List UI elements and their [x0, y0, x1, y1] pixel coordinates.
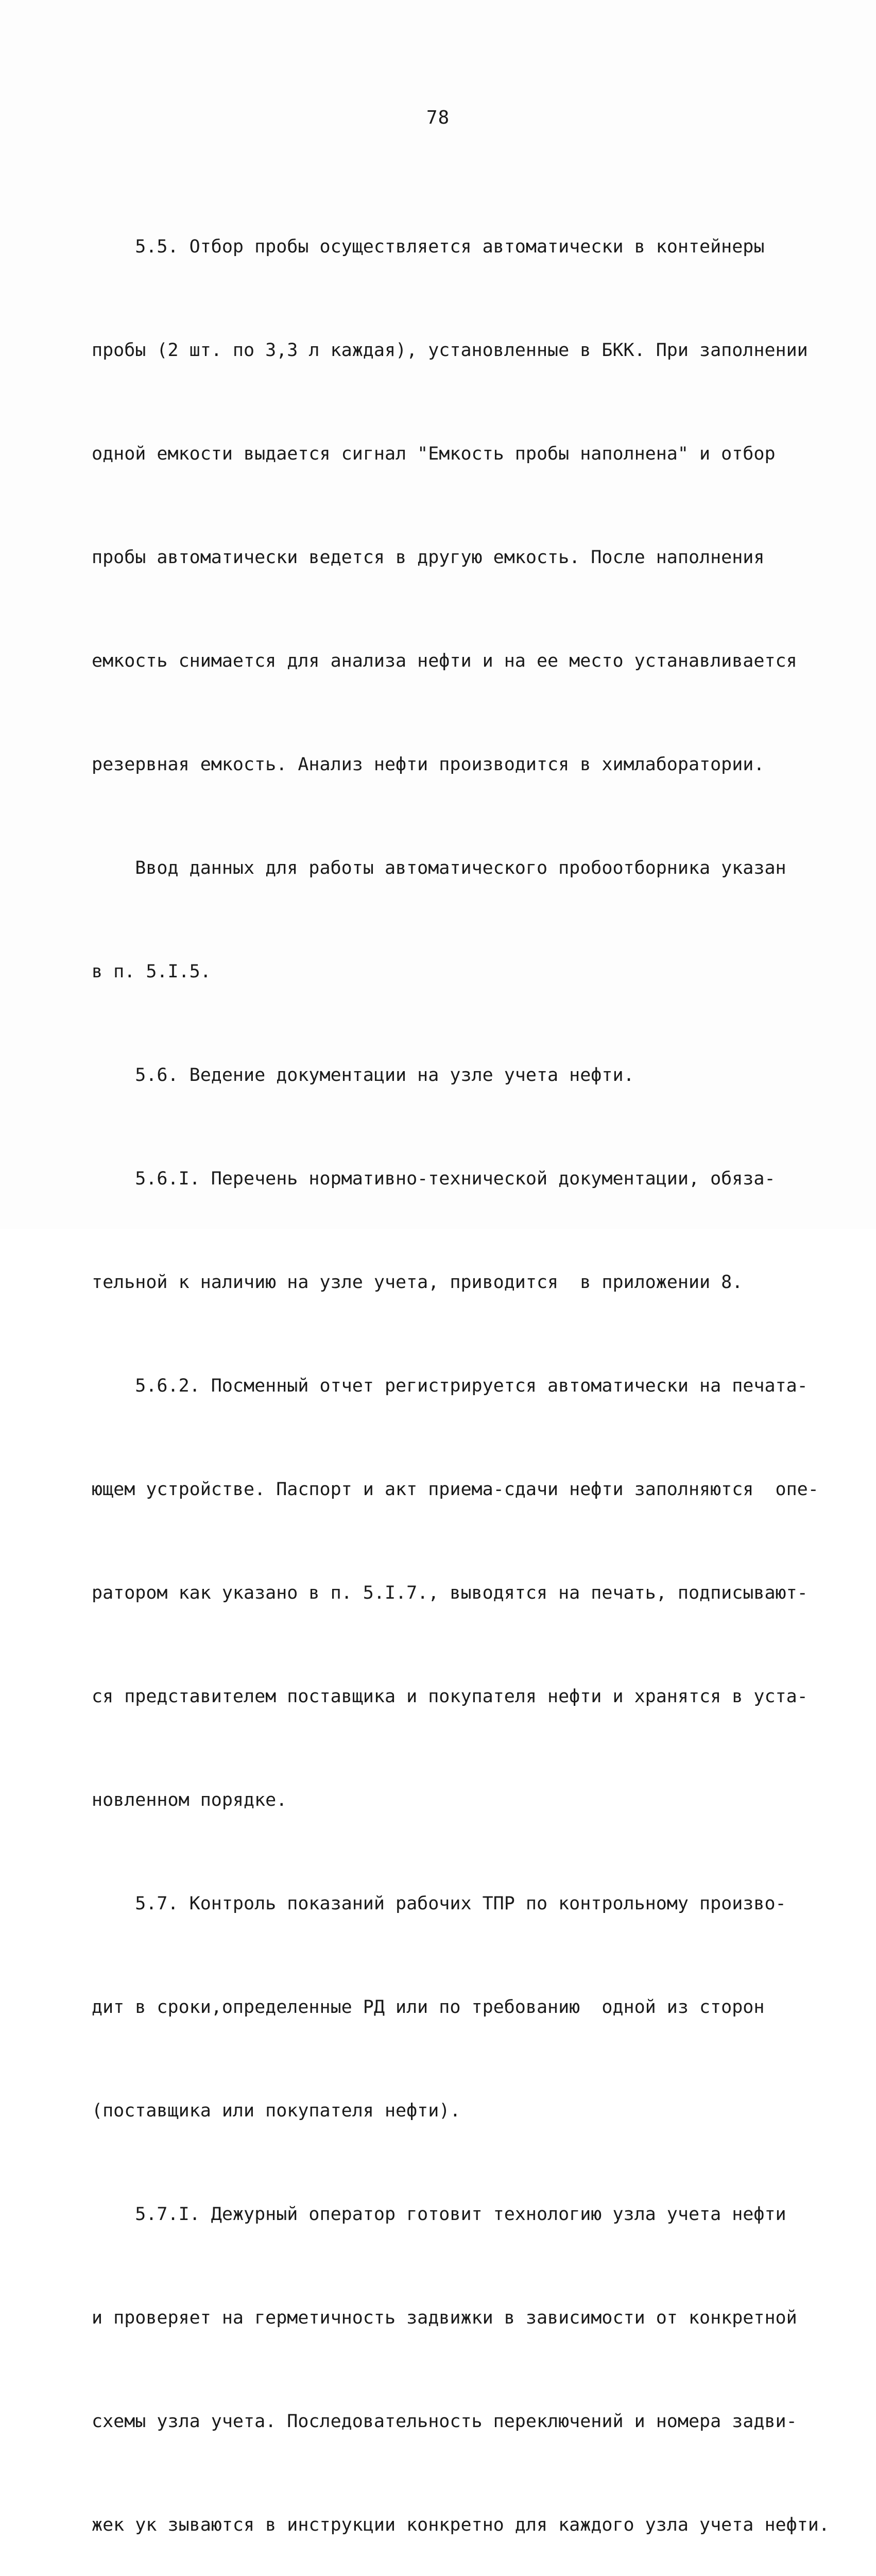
text-line: тельной к наличию на узле учета, приводится в приложении 8. — [92, 1272, 743, 1293]
text-line: новленном порядке. — [92, 1790, 287, 1810]
text-line: ющем устройстве. Паспорт и акт приема-сдачи нефти заполняются опе- — [92, 1479, 819, 1500]
text-line: пробы автоматически ведется в другую емкость. После наполнения — [92, 547, 765, 568]
text-line: жек ук зываются в инструкции конкретно для каждого узла учета нефти. — [92, 2515, 830, 2535]
text-line: схемы узла учета. Последовательность переключений и номера задви- — [92, 2411, 797, 2432]
text-line: 5.7.I. Дежурный оператор готовит технологию узла учета нефти — [92, 2204, 786, 2225]
page-number: 78 — [426, 107, 450, 128]
text-line: резервная емкость. Анализ нефти производится в химлаборатории. — [92, 754, 765, 775]
text-line: (поставщика или покупателя нефти). — [92, 2100, 461, 2121]
text-line: и проверяет на герметичность задвижки в зависимости от конкретной — [92, 2308, 797, 2328]
text-line: одной емкости выдается сигнал "Емкость пробы наполнена" и отбор — [92, 444, 776, 464]
body-text — [92, 161, 830, 2576]
text-line: Ввод данных для работы автоматического пробоотборника указан — [92, 858, 786, 878]
text-line: 5.5. Отбор пробы осуществляется автоматически в контейнеры — [92, 236, 765, 257]
text-line: ся представителем поставщика и покупателя нефти и хранятся в уста- — [92, 1686, 808, 1707]
text-line: емкость снимается для анализа нефти и на ее место устанавливается — [92, 651, 797, 671]
text-line: 5.7. Контроль показаний рабочих ТПР по контрольному произво- — [92, 1893, 786, 1914]
text-line: 5.6.I. Перечень нормативно-технической документации, обяза- — [92, 1168, 776, 1189]
text-line: 5.6.2. Посменный отчет регистрируется автоматически на печата- — [92, 1376, 808, 1396]
text-line: в п. 5.I.5. — [92, 961, 211, 982]
text-line: ратором как указано в п. 5.I.7., выводятся на печать, подписывают- — [92, 1583, 808, 1603]
text-line: дит в сроки,определенные РД или по требованию одной из сторон — [92, 1997, 765, 2018]
text-line: 5.6. Ведение документации на узле учета нефти. — [92, 1065, 634, 1086]
text-line: пробы (2 шт. по 3,3 л каждая), установленные в БКК. При заполнении — [92, 340, 808, 361]
